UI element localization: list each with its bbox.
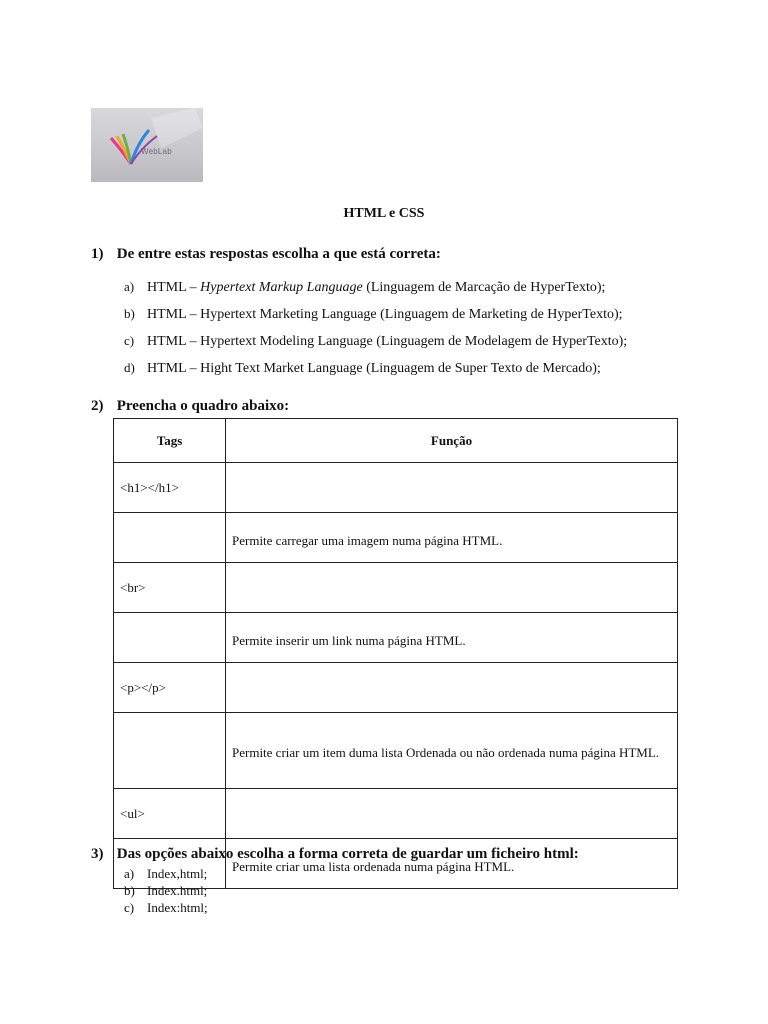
- table-row: [114, 663, 678, 713]
- tag-cell: <h1></h1>: [114, 463, 226, 513]
- function-cell: [226, 789, 678, 839]
- option-text: Index:html;: [147, 900, 208, 915]
- option-letter: c): [124, 333, 135, 348]
- option-text: HTML – Hypertext Marketing Language (Linguagem de Marketing de HyperTexto);: [147, 307, 623, 322]
- question-text: Das opções abaixo escolha a forma correta de guardar um ficheiro html:: [116, 846, 579, 862]
- tags-table: [113, 418, 678, 889]
- question-text: De entre estas respostas escolha a que está correta:: [116, 246, 441, 262]
- tag-cell: [114, 713, 226, 789]
- table-row: [114, 463, 678, 513]
- option-text-post: (Linguagem de Marcação de HyperTexto);: [362, 280, 606, 295]
- option-text: Index.html;: [147, 883, 208, 898]
- option-text-pre: HTML –: [147, 280, 201, 295]
- tag-cell: [114, 513, 226, 563]
- function-cell: Permite criar uma lista ordenada numa página HTML.: [226, 839, 678, 889]
- table-header-row: [114, 419, 678, 463]
- question-number: 3): [91, 846, 104, 862]
- function-cell: [226, 463, 678, 513]
- logo-text: WebLab: [141, 147, 172, 156]
- question-text: Preencha o quadro abaixo:: [116, 398, 290, 414]
- option-text: HTML – Hight Text Market Language (Linguagem de Super Texto de Mercado);: [147, 361, 601, 376]
- function-cell: Permite carregar uma imagem numa página HTML.: [226, 513, 678, 563]
- option-text: Index,html;: [147, 866, 208, 881]
- option-letter: b): [124, 306, 135, 321]
- q1-option-c: [124, 333, 627, 350]
- tag-cell: <p></p>: [114, 663, 226, 713]
- question-number: 2): [91, 398, 104, 414]
- column-header-tags: Tags: [114, 419, 226, 463]
- table-row: [114, 513, 678, 563]
- tag-cell: <br>: [114, 563, 226, 613]
- q1-option-a: [124, 279, 605, 296]
- option-letter: c): [124, 900, 135, 915]
- table-row: [114, 789, 678, 839]
- q3-option-a: [124, 866, 207, 882]
- option-letter: a): [124, 866, 135, 881]
- tag-cell: [114, 613, 226, 663]
- q1-option-d: [124, 360, 601, 377]
- q1-option-b: [124, 306, 623, 323]
- option-text-italic: Hypertext Markup Language: [200, 280, 363, 295]
- question-3: [91, 846, 579, 863]
- q3-option-c: [124, 900, 208, 916]
- q3-option-b: [124, 883, 207, 899]
- weblab-logo: [91, 108, 203, 182]
- function-cell: [226, 663, 678, 713]
- option-letter: b): [124, 883, 135, 898]
- function-cell: Permite inserir um link numa página HTML.: [226, 613, 678, 663]
- tag-cell: <ul>: [114, 789, 226, 839]
- table-row: [114, 613, 678, 663]
- document-title: HTML e CSS: [343, 206, 425, 221]
- column-header-funcao: Função: [226, 419, 678, 463]
- option-text: HTML – Hypertext Modeling Language (Linguagem de Modelagem de HyperTexto);: [147, 334, 628, 349]
- option-letter: d): [124, 360, 135, 375]
- function-cell: [226, 563, 678, 613]
- option-letter: a): [124, 279, 135, 294]
- table-row: [114, 713, 678, 789]
- function-cell: Permite criar um item duma lista Ordenada ou não ordenada numa página HTML.: [226, 713, 678, 789]
- question-1: [91, 246, 441, 263]
- question-number: 1): [91, 246, 104, 262]
- table-row: [114, 563, 678, 613]
- question-2: [91, 398, 289, 415]
